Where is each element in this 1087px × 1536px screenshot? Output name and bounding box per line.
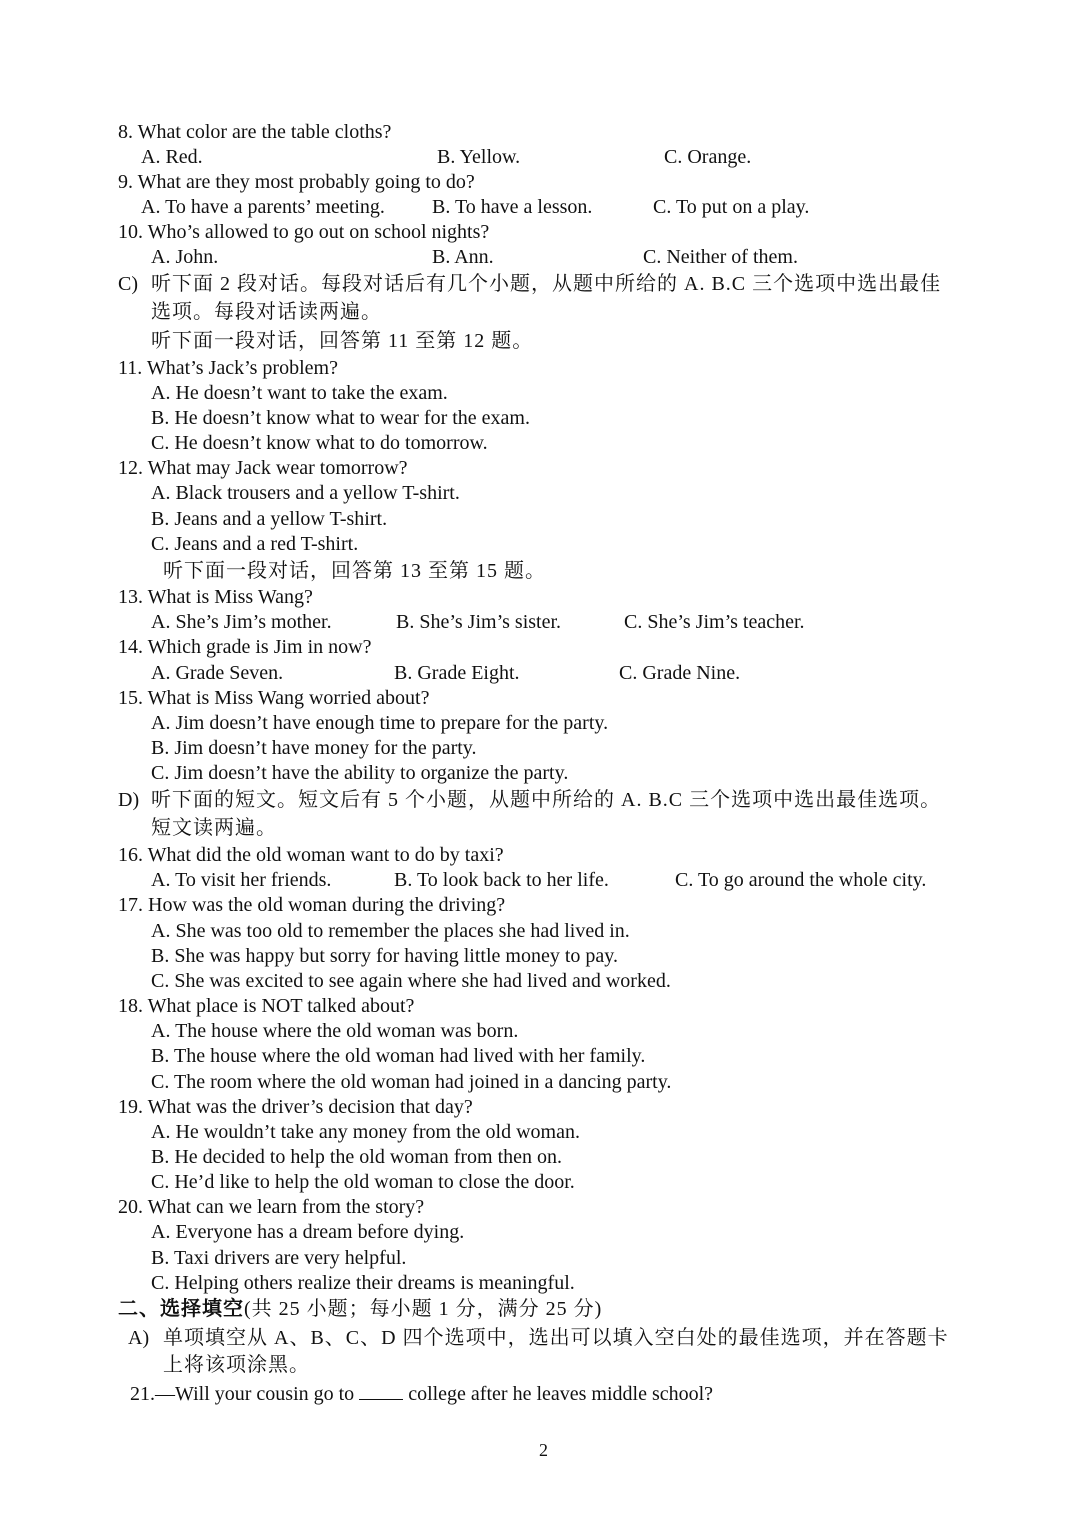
page-number: 2: [539, 1440, 548, 1460]
option-c: C. To put on a play.: [653, 196, 810, 218]
sub-instruction: 听下面一段对话，回答第 11 至第 12 题。: [151, 330, 534, 352]
option-c: C. Grade Nine.: [619, 662, 741, 684]
option-a: A. To have a parents’ meeting.: [141, 196, 385, 218]
question-stem: 14. Which grade is Jim in now?: [118, 636, 372, 658]
option-b: B. Taxi drivers are very helpful.: [151, 1247, 407, 1269]
option-b: B. Grade Eight.: [394, 662, 520, 684]
question-stem: 19. What was the driver’s decision that day?: [118, 1096, 473, 1118]
option-b: B. To have a lesson.: [432, 196, 593, 218]
question-stem: 16. What did the old woman want to do by taxi?: [118, 844, 504, 866]
option-b: B. The house where the old woman had lived with her family.: [151, 1045, 646, 1067]
option-b: B. He decided to help the old woman from then on.: [151, 1146, 563, 1168]
section-instruction: 短文读两遍。: [151, 817, 277, 839]
stem-before-blank: 21.—Will your cousin go to: [130, 1383, 355, 1405]
option-a: A. Red.: [141, 146, 203, 168]
option-b: B. He doesn’t know what to wear for the exam.: [151, 407, 530, 429]
option-c: C. Orange.: [664, 146, 752, 168]
option-c: C. Helping others realize their dreams is meaningful.: [151, 1272, 575, 1294]
option-a: A. Black trousers and a yellow T-shirt.: [151, 482, 460, 504]
option-c: C. Jim doesn’t have the ability to organize the party.: [151, 762, 569, 784]
question-stem: 9. What are they most probably going to do?: [118, 171, 475, 193]
option-b: B. Yellow.: [437, 146, 521, 168]
option-a: A. She’s Jim’s mother.: [151, 611, 332, 633]
stem-after-blank: college after he leaves middle school?: [408, 1383, 714, 1405]
section-label: C): [118, 273, 138, 295]
option-a: A. To visit her friends.: [151, 869, 332, 891]
option-c: C. To go around the whole city.: [675, 869, 927, 891]
option-b: B. Jim doesn’t have money for the party.: [151, 737, 477, 759]
question-stem: 13. What is Miss Wang?: [118, 586, 313, 608]
option-c: C. The room where the old woman had joined in a dancing party.: [151, 1071, 672, 1093]
option-a: A. Grade Seven.: [151, 662, 284, 684]
option-a: A. The house where the old woman was born.: [151, 1020, 519, 1042]
option-a: A. She was too old to remember the places she had lived in.: [151, 920, 630, 942]
option-b: B. To look back to her life.: [394, 869, 609, 891]
question-stem: 18. What place is NOT talked about?: [118, 995, 415, 1017]
option-a: A. He wouldn’t take any money from the old woman.: [151, 1121, 580, 1143]
option-c: C. Neither of them.: [643, 246, 798, 268]
option-c: C. He’d like to help the old woman to close the door.: [151, 1171, 575, 1193]
answer-blank: [359, 1381, 403, 1400]
section-instruction: 听下面的短文。短文后有 5 个小题，从题中所给的 A. B.C 三个选项中选出最佳选项。: [151, 789, 942, 811]
option-b: B. She was happy but sorry for having little money to pay.: [151, 945, 618, 967]
section-instruction: 上将该项涂黑。: [163, 1354, 310, 1376]
option-b: B. Jeans and a yellow T-shirt.: [151, 508, 388, 530]
section-instruction: 选项。每段对话读两遍。: [151, 301, 382, 323]
part-heading: [118, 1297, 602, 1321]
section-instruction: 听下面 2 段对话。每段对话后有几个小题，从题中所给的 A. B.C 三个选项中选出最佳: [151, 273, 942, 295]
question-stem: [130, 1381, 713, 1406]
option-a: A. Jim doesn’t have enough time to prepare for the party.: [151, 712, 609, 734]
option-c: C. Jeans and a red T-shirt.: [151, 533, 359, 555]
section-label: A): [128, 1327, 150, 1349]
question-stem: 15. What is Miss Wang worried about?: [118, 687, 430, 709]
option-c: C. He doesn’t know what to do tomorrow.: [151, 432, 488, 454]
option-a: A. John.: [151, 246, 219, 268]
option-c: C. She’s Jim’s teacher.: [624, 611, 805, 633]
part-title: 二、选择填空: [118, 1298, 244, 1320]
question-stem: 17. How was the old woman during the driving?: [118, 894, 506, 916]
question-stem: 20. What can we learn from the story?: [118, 1196, 425, 1218]
option-a: A. He doesn’t want to take the exam.: [151, 382, 448, 404]
option-b: B. Ann.: [432, 246, 494, 268]
option-b: B. She’s Jim’s sister.: [396, 611, 562, 633]
section-label: D): [118, 789, 140, 811]
option-a: A. Everyone has a dream before dying.: [151, 1221, 465, 1243]
question-stem: 11. What’s Jack’s problem?: [118, 357, 338, 379]
section-instruction: 单项填空从 A、B、C、D 四个选项中，选出可以填入空白处的最佳选项，并在答题卡: [163, 1327, 949, 1349]
question-stem: 12. What may Jack wear tomorrow?: [118, 457, 408, 479]
sub-instruction: 听下面一段对话，回答第 13 至第 15 题。: [163, 560, 546, 582]
part-subtitle: (共 25 小题；每小题 1 分，满分 25 分): [244, 1298, 603, 1320]
option-c: C. She was excited to see again where she had lived and worked.: [151, 970, 671, 992]
question-stem: 8. What color are the table cloths?: [118, 121, 392, 143]
question-stem: 10. Who’s allowed to go out on school nights?: [118, 221, 490, 243]
